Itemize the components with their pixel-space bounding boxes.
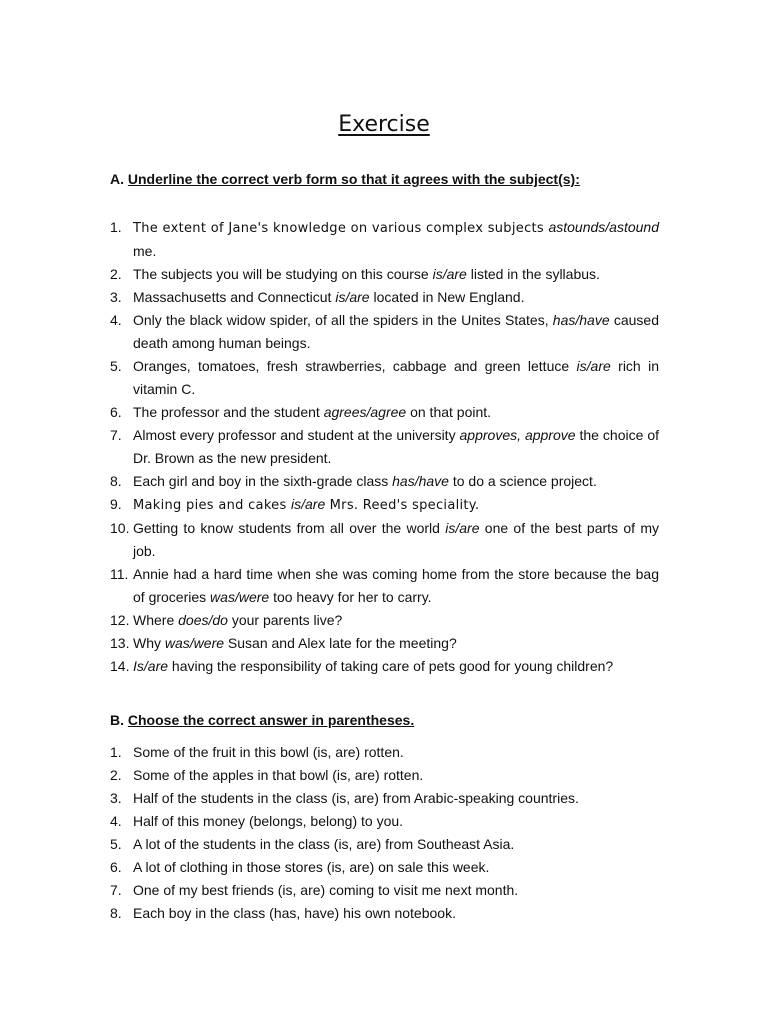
- verb-choice: is/are: [576, 358, 611, 374]
- item-text: Each girl and boy in the sixth-grade class: [133, 473, 393, 489]
- item-text: Only the black widow spider, of all the spiders in the Unites States,: [133, 312, 553, 328]
- verb-choice: has/have: [552, 312, 610, 328]
- item-text: The subjects you will be studying on this course: [133, 266, 433, 282]
- exercise-item: [0, 833, 659, 856]
- verb-choice: astounds/astound: [548, 219, 659, 235]
- exercise-item: [0, 609, 659, 632]
- item-text: Susan and Alex late for the meeting?: [224, 635, 457, 651]
- item-text: located in New England.: [369, 289, 525, 305]
- item-number: 2.: [110, 767, 122, 783]
- item-text: Mrs. Reed's speciality.: [325, 498, 480, 513]
- section-b-instruction: Choose the correct answer in parentheses.: [127, 712, 415, 728]
- exercise-item: [0, 401, 659, 424]
- verb-choice: is/are: [432, 266, 467, 282]
- item-number: 2.: [110, 266, 122, 282]
- verb-choice: was/were: [210, 589, 270, 605]
- item-text: A lot of clothing in those stores (is, are) on sale this week.: [133, 859, 490, 875]
- section-a-instruction: Underline the correct verb form so that it agrees with the subject(s):: [127, 171, 580, 187]
- item-number: 5.: [110, 836, 122, 852]
- verb-choice: is/are: [335, 289, 370, 305]
- exercise-item: [0, 902, 659, 925]
- item-number: 5.: [110, 358, 122, 374]
- exercise-item: [0, 810, 659, 833]
- item-text: Annie had a hard time when she was coming home from the store because the bag of groceries: [133, 566, 659, 605]
- item-number: 4.: [110, 312, 122, 328]
- item-number: 9.: [110, 496, 122, 512]
- verb-choice: does/do: [178, 612, 228, 628]
- exercise-item: [0, 493, 659, 517]
- item-number: 3.: [110, 790, 122, 806]
- section-a-heading: [110, 171, 580, 187]
- item-text: Oranges, tomatoes, fresh strawberries, cabbage and green lettuce: [133, 358, 577, 374]
- verb-choice: Is/are: [133, 658, 169, 674]
- exercise-item: [0, 856, 659, 879]
- item-text: the choice of Dr. Brown as the new president.: [133, 427, 659, 466]
- exercise-item: [0, 655, 659, 678]
- item-text: Almost every professor and student at the university: [133, 427, 460, 443]
- item-text: Massachusetts and Connecticut: [133, 289, 336, 305]
- item-text: Half of the students in the class (is, are) from Arabic-speaking countries.: [133, 790, 579, 806]
- item-text: rich in vitamin C.: [133, 358, 659, 397]
- item-text: me.: [133, 243, 157, 259]
- item-text: listed in the syllabus.: [466, 266, 600, 282]
- item-text: Getting to know students from all over the world: [133, 520, 446, 536]
- verb-choice: approves, approve: [459, 427, 576, 443]
- item-text: one of the best parts of my job.: [133, 520, 659, 559]
- item-text: The professor and the student: [133, 404, 324, 420]
- item-number: 7.: [110, 882, 122, 898]
- item-text: too heavy for her to carry.: [269, 589, 432, 605]
- item-text: your parents live?: [227, 612, 343, 628]
- item-text: Some of the fruit in this bowl (is, are) rotten.: [133, 744, 404, 760]
- item-text: to do a science project.: [448, 473, 597, 489]
- item-text: A lot of the students in the class (is, are) from Southeast Asia.: [133, 836, 515, 852]
- exercise-item: [0, 424, 659, 470]
- verb-choice: was/were: [164, 635, 225, 651]
- section-b-heading: [110, 712, 414, 728]
- item-text: Some of the apples in that bowl (is, are) rotten.: [133, 767, 424, 783]
- exercise-item: [0, 741, 659, 764]
- exercise-item: [0, 286, 659, 309]
- section-a-letter: A.: [110, 171, 124, 187]
- item-text: caused death among human beings.: [133, 312, 659, 351]
- page-title: Exercise: [338, 112, 430, 137]
- exercise-item: [0, 309, 659, 355]
- verb-choice: agrees/agree: [323, 404, 407, 420]
- exercise-item: [0, 470, 659, 493]
- exercise-item: [0, 764, 659, 787]
- item-text: on that point.: [406, 404, 492, 420]
- item-number: 1.: [110, 219, 122, 235]
- item-text: Where: [133, 612, 179, 628]
- item-text: One of my best friends (is, are) coming to visit me next month.: [133, 882, 519, 898]
- exercise-item: [0, 263, 659, 286]
- item-number: 1.: [110, 744, 122, 760]
- item-number: 7.: [110, 427, 122, 443]
- item-text: Why: [133, 635, 165, 651]
- item-number: 8.: [110, 473, 122, 489]
- item-number: 10.: [110, 520, 130, 536]
- exercise-item: [0, 355, 659, 401]
- exercise-item: [0, 632, 659, 655]
- section-b-letter: B.: [110, 712, 124, 728]
- exercise-item: [0, 216, 659, 263]
- item-number: 14.: [110, 658, 130, 674]
- verb-choice: has/have: [392, 473, 449, 489]
- item-text: having the responsibility of taking care of pets good for young children?: [168, 658, 614, 674]
- verb-choice: is/are: [291, 496, 326, 512]
- exercise-item: [0, 879, 659, 902]
- item-number: 8.: [110, 905, 122, 921]
- item-number: 6.: [110, 859, 122, 875]
- item-number: 6.: [110, 404, 122, 420]
- section-a-list: [0, 216, 768, 678]
- section-b-list: [0, 741, 768, 925]
- item-text: Each boy in the class (has, have) his own notebook.: [133, 905, 456, 921]
- item-text: Half of this money (belongs, belong) to you.: [133, 813, 404, 829]
- exercise-item: [0, 517, 659, 563]
- item-number: 11.: [110, 566, 129, 582]
- item-number: 12.: [110, 612, 130, 628]
- item-number: 3.: [110, 289, 122, 305]
- item-text: The extent of Jane's knowledge on various complex subjects: [133, 221, 549, 236]
- exercise-item: [0, 787, 659, 810]
- item-number: 13.: [110, 635, 130, 651]
- item-number: 4.: [110, 813, 122, 829]
- verb-choice: is/are: [445, 520, 480, 536]
- item-text: Making pies and cakes: [133, 498, 291, 513]
- exercise-item: [0, 563, 659, 609]
